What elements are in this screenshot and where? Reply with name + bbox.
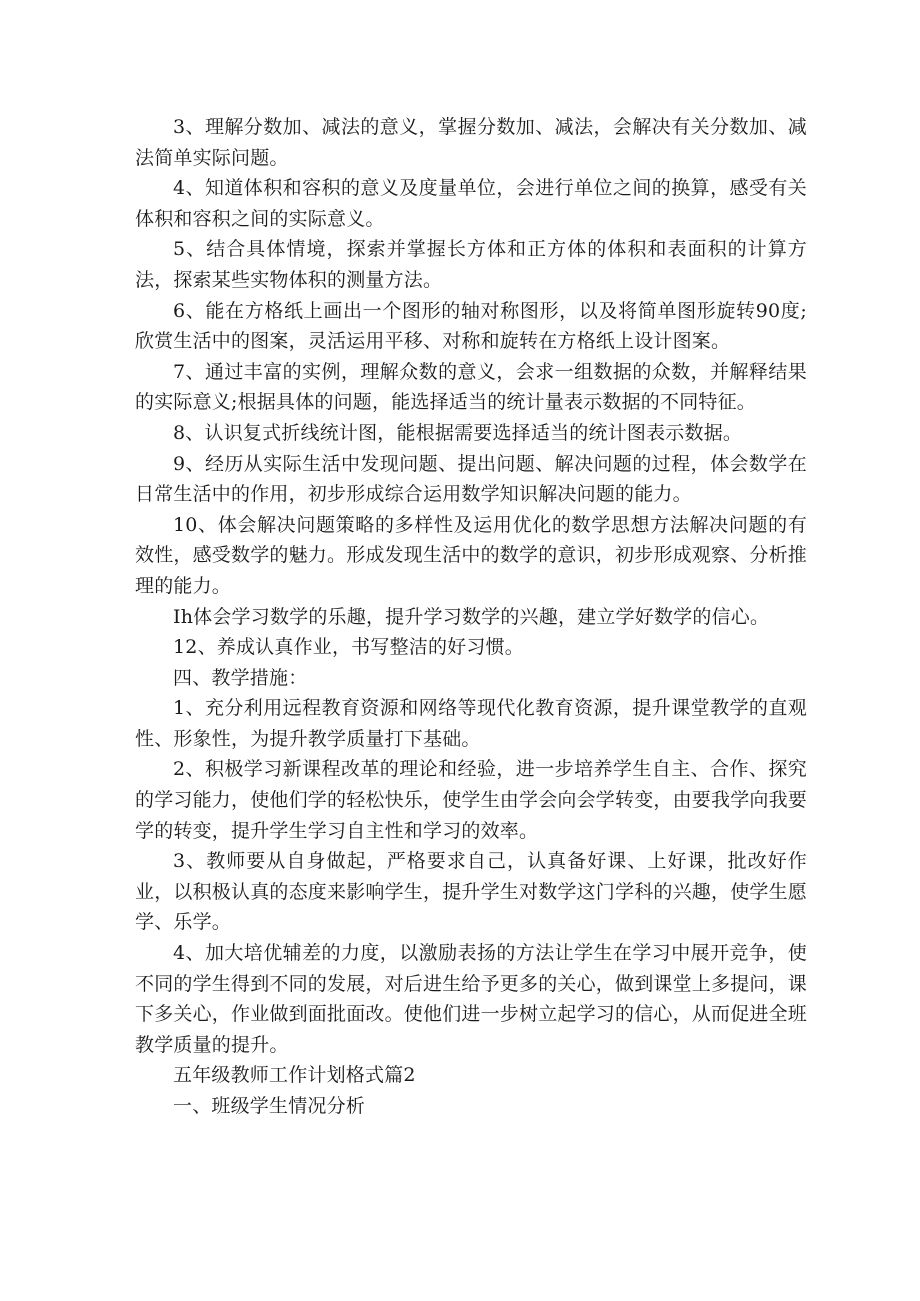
- paragraph-goal-7: 7、通过丰富的实例，理解众数的意义，会求一组数据的众数，并解释结果的实际意义;根据具体的问题，能选择适当的统计量表示数据的不同特征。: [135, 360, 807, 414]
- document-page: [135, 112, 807, 1122]
- paragraph-measure-1: 1、充分利用远程教育资源和网络等现代化教育资源，提升课堂教学的直观性、形象性，为提升教学质量打下基础。: [135, 697, 807, 750]
- paragraph-goal-3: 3、理解分数加、减法的意义，掌握分数加、减法，会解决有关分数加、减法简单实际问题。: [135, 116, 807, 169]
- paragraph-measure-2: 2、积极学习新课程改革的理论和经验，进一步培养学生自主、合作、探究的学习能力，使他们学的轻松快乐，使学生由学会向会学转变，由要我学向我要学的转变，提升学生学习自主性和学习的效率。: [135, 758, 808, 842]
- paragraph-goal-5: 5、结合具体情境，探索并掌握长方体和正方体的体积和表面积的计算方法，探索某些实物体积的测量方法。: [135, 238, 807, 291]
- article-title: 五年级教师工作计划格式篇2: [173, 1064, 416, 1087]
- paragraph-goal-10: 10、体会解决问题策略的多样性及运用优化的数学思想方法解决问题的有效性，感受数学的魅力。形成发现生活中的数学的意识，初步形成观察、分析推理的能力。: [135, 513, 808, 597]
- paragraph-goal-12: 12、养成认真作业，书写整洁的好习惯。: [173, 636, 524, 659]
- paragraph-goal-8: 8、认识复式折线统计图，能根据需要选择适当的统计图表示数据。: [173, 421, 743, 444]
- paragraph-goal-4: 4、知道体积和容积的意义及度量单位，会进行单位之间的换算，感受有关体积和容积之间的实际意义。: [135, 177, 807, 230]
- paragraph-measure-3: 3、教师要从自身做起，严格要求自己，认真备好课、上好课，批改好作业，以积极认真的态度来影响学生，提升学生对数学这门学科的兴趣，使学生愿学、乐学。: [135, 850, 808, 934]
- section-heading-teaching-measures: 四、教学措施：: [173, 666, 308, 689]
- section-heading-class-analysis: 一、班级学生情况分析: [173, 1095, 366, 1117]
- paragraph-measure-4: 4、加大培优辅差的力度，以激励表扬的方法让学生在学习中展开竞争，使不同的学生得到不同的发展，对后进生给予更多的关心，做到课堂上多提问，课下多关心，作业做到面批面改。使他们进一步树立起学习的信心，从而促进全班教学质量的提升。: [135, 942, 808, 1056]
- paragraph-goal-9: 9、经历从实际生活中发现问题、提出问题、解决问题的过程，体会数学在日常生活中的作用，初步形成综合运用数学知识解决问题的能力。: [135, 452, 807, 506]
- paragraph-goal-11: Ih体会学习数学的乐趣，提升学习数学的兴趣，建立学好数学的信心。: [173, 605, 770, 628]
- paragraph-goal-6: 6、能在方格纸上画出一个图形的轴对称图形，以及将简单图形旋转90度;欣赏生活中的图案，灵活运用平移、对称和旋转在方格纸上设计图案。: [135, 299, 807, 353]
